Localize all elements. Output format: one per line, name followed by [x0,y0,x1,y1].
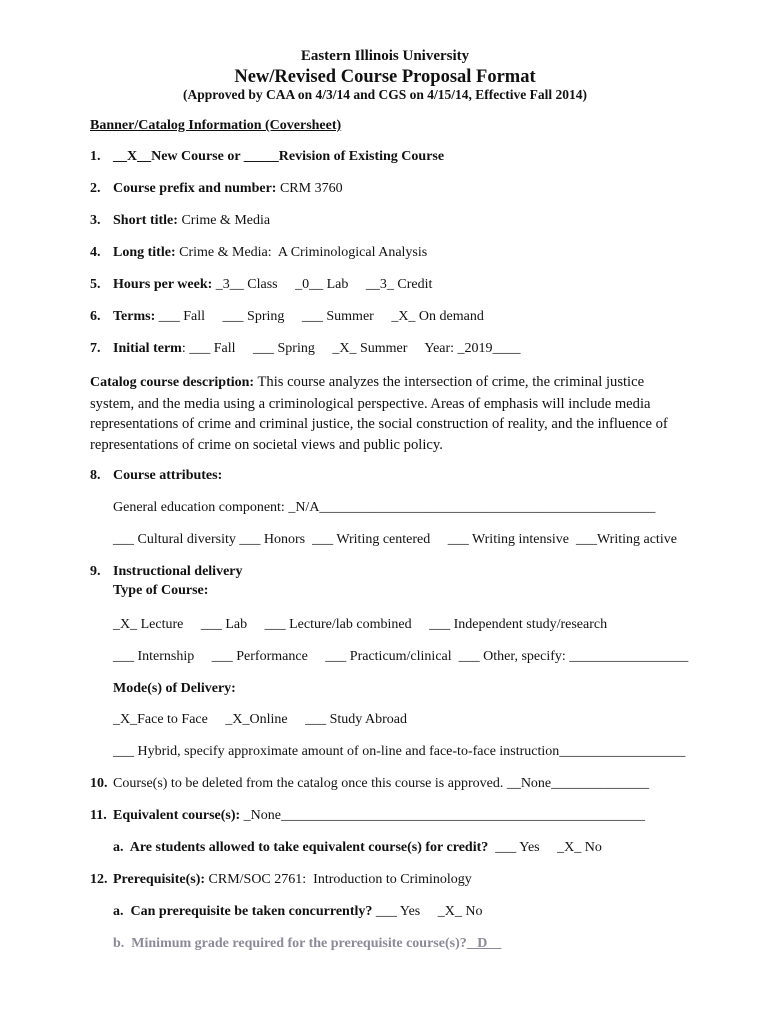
item-number: 4. [90,245,101,260]
item-number: 10. [90,776,108,791]
prerequisites-value: CRM/SOC 2761: Introduction to Criminology [205,872,472,887]
initial-term-line [113,340,521,358]
item-number: 8. [90,468,101,483]
equivalent-courses-label: Equivalent course(s): [113,808,241,823]
item-number: 9. [90,564,101,579]
item-number: 6. [90,309,101,324]
concurrent-answer: ___ Yes _X_ No [372,904,483,919]
document-title: New/Revised Course Proposal Format [234,67,536,87]
terms-label: Terms: [113,309,156,324]
equivalent-credit-answer: ___ Yes _X_ No [488,840,602,855]
approval-note: (Approved by CAA on 4/3/14 and CGS on 4/15/14, Effective Fall 2014) [182,87,588,102]
prerequisites-label: Prerequisite(s): [113,872,206,887]
course-attributes-label: Course attributes: [113,468,223,483]
course-type-line: __X__New Course or _____Revision of Existing Course [113,149,445,164]
course-type-options: _X_ Lecture ___ Lab ___ Lecture/lab combined ___ Independent study/research [113,617,608,632]
short-title-value: Crime & Media [177,213,271,228]
item-number: 12. [90,872,108,887]
minimum-grade-answer: _D__ [466,936,502,951]
section-heading: Banner/Catalog Information (Coversheet) [90,118,342,133]
catalog-description-text: This course analyzes the intersection of crime, the criminal justice system, and the media using a criminological perspective. Areas of emphasis will include media representations of crime and criminal justice, the social construction of reality, and the influence of representations of crime on societal views and public policy. [90,374,668,453]
prerequisites-line [113,871,472,889]
item-number: 5. [90,277,101,292]
catalog-description-label: Catalog course description: [90,375,255,390]
item-number: 7. [90,341,101,356]
initial-term-label: Initial term [113,341,182,356]
concurrent-question: a. Can prerequisite be taken concurrently? [113,904,373,919]
attributes-line: ___ Cultural diversity ___ Honors ___ Writing centered ___ Writing intensive ___Writing active [113,532,677,547]
item-number: 2. [90,181,101,196]
long-title-label: Long title: [113,245,176,260]
minimum-grade-question: b. Minimum grade required for the prerequisite course(s)? [113,936,467,951]
type-of-course-label: Type of Course: [113,583,209,598]
delivery-mode-options: _X_Face to Face _X_Online ___ Study Abroad [113,712,407,727]
equivalent-credit-question: a. Are students allowed to take equivalent course(s) for credit? [113,840,489,855]
hours-line [113,276,432,294]
hybrid-line: ___ Hybrid, specify approximate amount of on-line and face-to-face instruction__________________ [113,744,686,759]
courses-deleted-line: Course(s) to be deleted from the catalog once this course is approved. __None______________ [113,776,650,791]
long-title-value: Crime & Media: A Criminological Analysis [175,245,428,260]
concurrent-line [113,903,482,921]
terms-value: ___ Fall ___ Spring ___ Summer _X_ On demand [155,309,484,324]
hours-label: Hours per week: [113,277,213,292]
gen-ed-line: General education component: _N/A________________________________________________ [113,500,656,515]
instructional-delivery-label: Instructional delivery [113,564,243,579]
minimum-grade-line [113,935,501,953]
catalog-description [90,372,690,455]
course-prefix-line [113,180,343,198]
equivalent-credit-line [113,839,602,857]
course-type-options-2: ___ Internship ___ Performance ___ Practicum/clinical ___ Other, specify: _________________ [113,649,689,664]
equivalent-courses-line [113,807,645,825]
initial-term-value: : ___ Fall ___ Spring _X_ Summer Year: _2019____ [181,341,521,356]
terms-line [113,308,484,326]
hours-value: _3__ Class _0__ Lab __3_ Credit [212,277,433,292]
course-prefix-label: Course prefix and number: [113,181,277,196]
item-number: 11. [90,808,107,823]
course-prefix-value: CRM 3760 [276,181,343,196]
short-title-label: Short title: [113,213,178,228]
long-title-line [113,244,427,262]
university-name: Eastern Illinois University [300,48,470,64]
delivery-mode-label: Mode(s) of Delivery: [113,681,236,696]
equivalent-courses-value: _None____________________________________________________ [240,808,645,823]
item-number: 3. [90,213,101,228]
item-number: 1. [90,149,101,164]
short-title-line [113,212,270,230]
